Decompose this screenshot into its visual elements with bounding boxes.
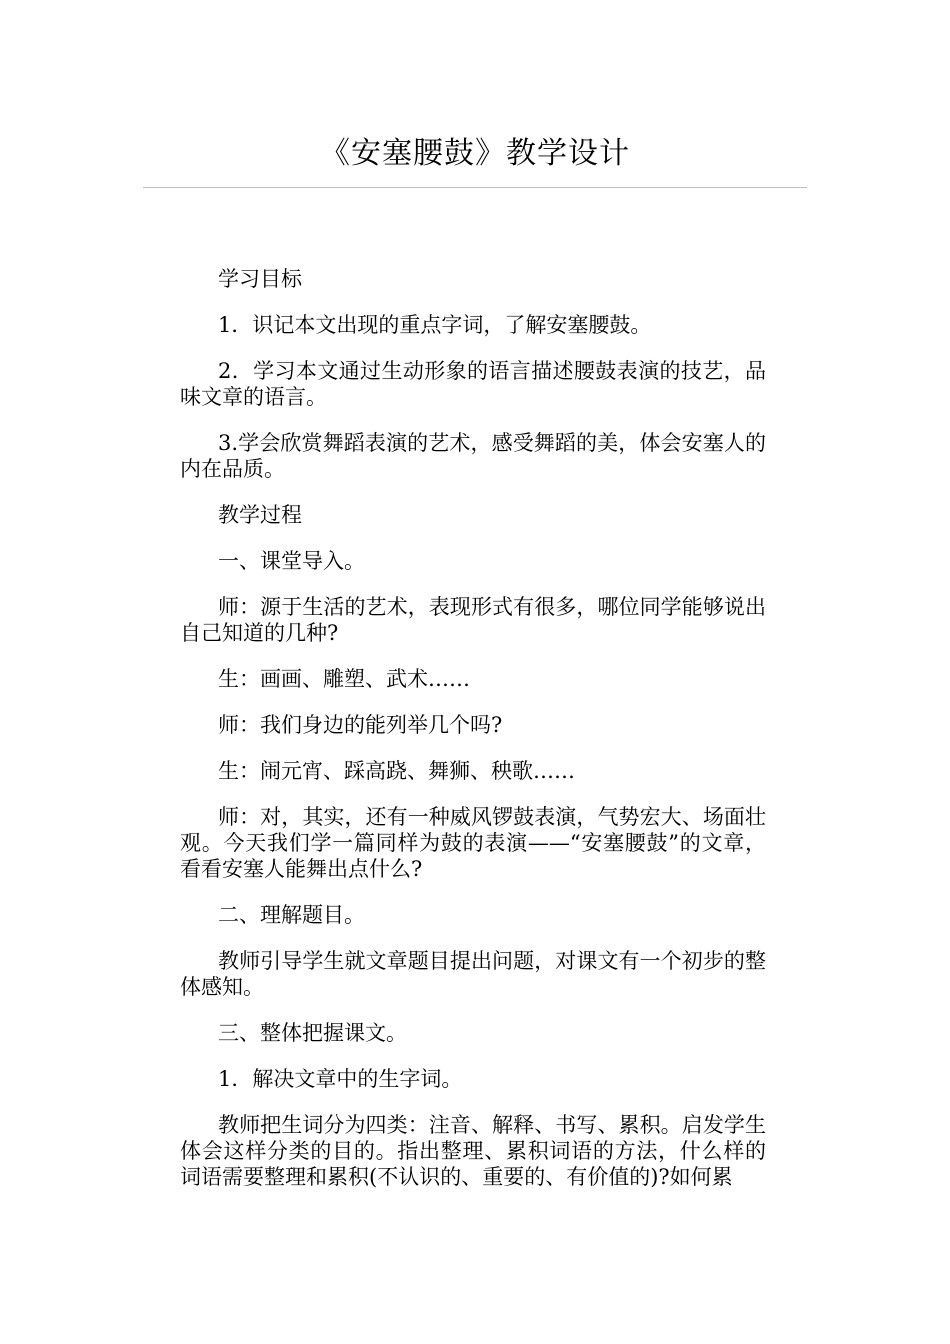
dialogue-student-1: 生：画画、雕塑、武术…… xyxy=(218,667,470,691)
dialogue-student-2: 生：闹元宵、踩高跷、舞狮、秧歌…… xyxy=(218,759,575,783)
heading-learning-objectives: 学习目标 xyxy=(218,267,302,291)
objective-3: 3.学会欣赏舞蹈表演的艺术，感受舞蹈的美，体会安塞人的内在品质。 xyxy=(180,431,766,481)
objective-1: 1．识记本文出现的重点字词，了解安塞腰鼓。 xyxy=(218,313,652,337)
section-3-heading: 三、整体把握课文。 xyxy=(218,1021,407,1045)
section-3-item-1: 1．解决文章中的生字词。 xyxy=(218,1067,463,1091)
objective-2: 2．学习本文通过生动形象的语言描述腰鼓表演的技艺，品味文章的语言。 xyxy=(180,359,766,409)
section-2-heading: 二、理解题目。 xyxy=(218,903,365,927)
dialogue-teacher-3: 师：对，其实，还有一种威风锣鼓表演，气势宏大、场面壮观。今天我们学一篇同样为鼓的表演——“安塞腰鼓”的文章，看看安塞人能舞出点什么? xyxy=(180,805,766,881)
section-1-heading: 一、课堂导入。 xyxy=(218,549,365,573)
section-2-body: 教师引导学生就文章题目提出问题，对课文有一个初步的整体感知。 xyxy=(180,949,766,999)
title-divider xyxy=(143,187,807,188)
document-title: 《安塞腰鼓》教学设计 xyxy=(320,136,630,171)
section-3-body: 教师把生词分为四类：注音、解释、书写、累积。启发学生体会这样分类的目的。指出整理、累积词语的方法，什么样的词语需要整理和累积(不认识的、重要的、有价值的)?如何累 xyxy=(180,1113,766,1189)
dialogue-teacher-1: 师：源于生活的艺术，表现形式有很多，哪位同学能够说出自己知道的几种? xyxy=(180,595,766,645)
dialogue-teacher-2: 师：我们身边的能列举几个吗? xyxy=(218,713,503,737)
heading-teaching-process: 教学过程 xyxy=(218,503,302,527)
document-body xyxy=(180,266,766,1210)
